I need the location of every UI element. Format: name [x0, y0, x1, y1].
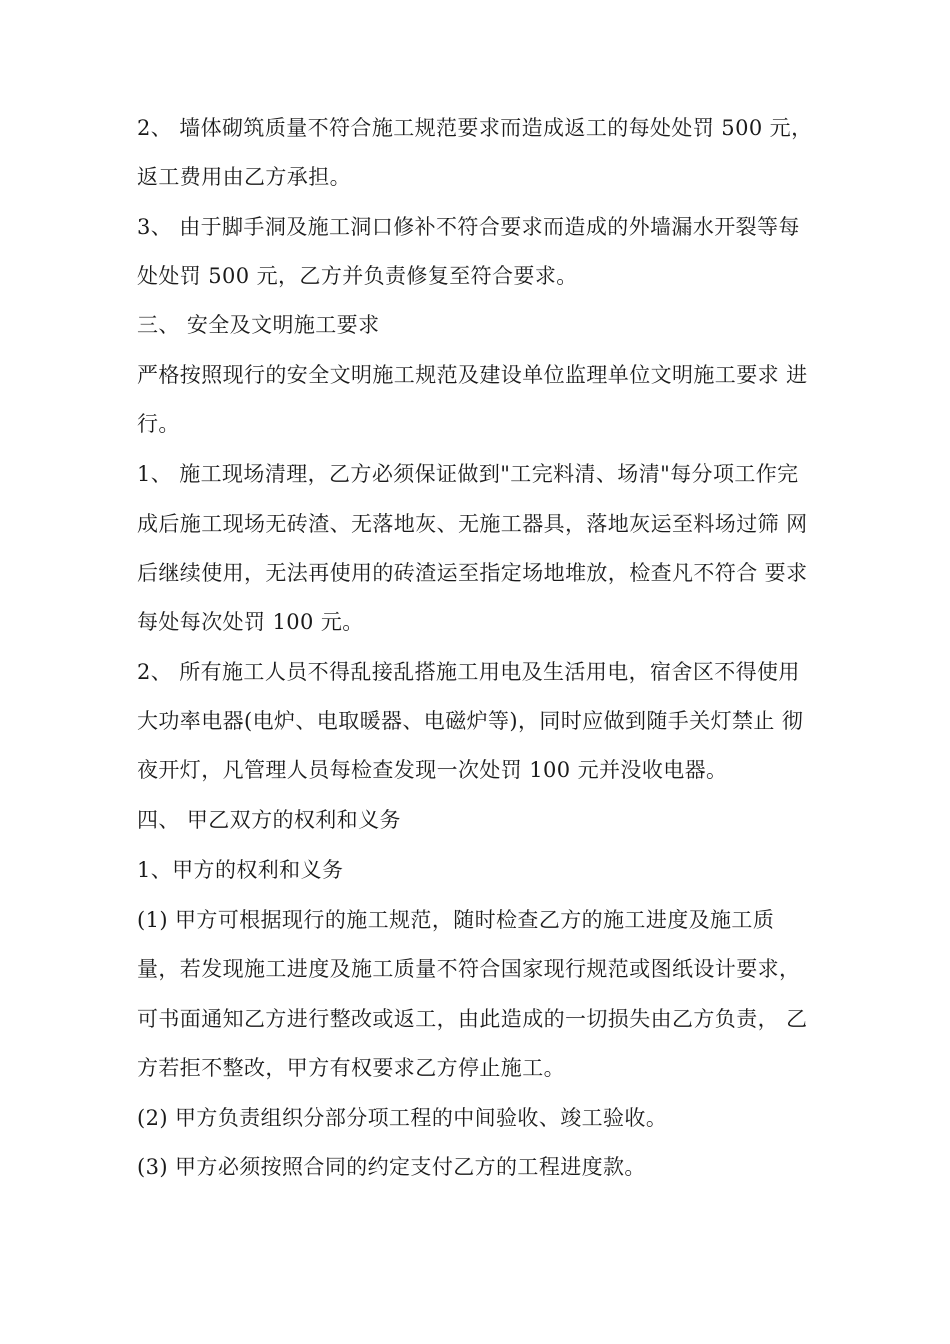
text-line: 量，若发现施工进度及施工质量不符合国家现行规范或图纸设计要求， [137, 957, 801, 981]
subsection-heading: 1、甲方的权利和义务 [137, 858, 344, 882]
text-line: 可书面通知乙方进行整改或返工，由此造成的一切损失由乙方负责， 乙 [137, 1007, 808, 1031]
section-heading: 四、 甲乙双方的权利和义务 [137, 808, 401, 832]
text-line: 大功率电器(电炉、电取暖器、电磁炉等)，同时应做到随手关灯禁止 彻 [137, 709, 804, 733]
text-line: 每处每次处罚 100 元。 [137, 610, 364, 634]
text-line: 方若拒不整改，甲方有权要求乙方停止施工。 [137, 1056, 565, 1080]
text-line: 1、 施工现场清理，乙方必须保证做到"工完料清、场清"每分项工作完 [137, 462, 799, 486]
text-line: 处处罚 500 元，乙方并负责修复至符合要求。 [137, 264, 578, 288]
text-line: 严格按照现行的安全文明施工规范及建设单位监理单位文明施工要求 进 [137, 363, 808, 387]
text-line: 夜开灯，凡管理人员每检查发现一次处罚 100 元并没收电器。 [137, 758, 728, 782]
text-line: 行。 [137, 412, 180, 436]
text-line: (1) 甲方可根据现行的施工规范，随时检查乙方的施工进度及施工质 [137, 908, 775, 932]
text-line: (3) 甲方必须按照合同的约定支付乙方的工程进度款。 [137, 1155, 646, 1179]
text-line: 后继续使用，无法再使用的砖渣运至指定场地堆放，检查凡不符合 要求 [137, 561, 808, 585]
text-line: (2) 甲方负责组织分部分项工程的中间验收、竣工验收。 [137, 1106, 668, 1130]
text-line: 返工费用由乙方承担。 [137, 165, 351, 189]
text-line: 2、 墙体砌筑质量不符合施工规范要求而造成返工的每处处罚 500 元， [137, 116, 813, 140]
text-line: 2、 所有施工人员不得乱接乱搭施工用电及生活用电，宿舍区不得使用 [137, 660, 800, 684]
text-line: 成后施工现场无砖渣、无落地灰、无施工器具，落地灰运至料场过筛 网 [137, 512, 808, 536]
text-line: 3、 由于脚手洞及施工洞口修补不符合要求而造成的外墙漏水开裂等每 [137, 215, 800, 239]
section-heading: 三、 安全及文明施工要求 [137, 313, 380, 337]
